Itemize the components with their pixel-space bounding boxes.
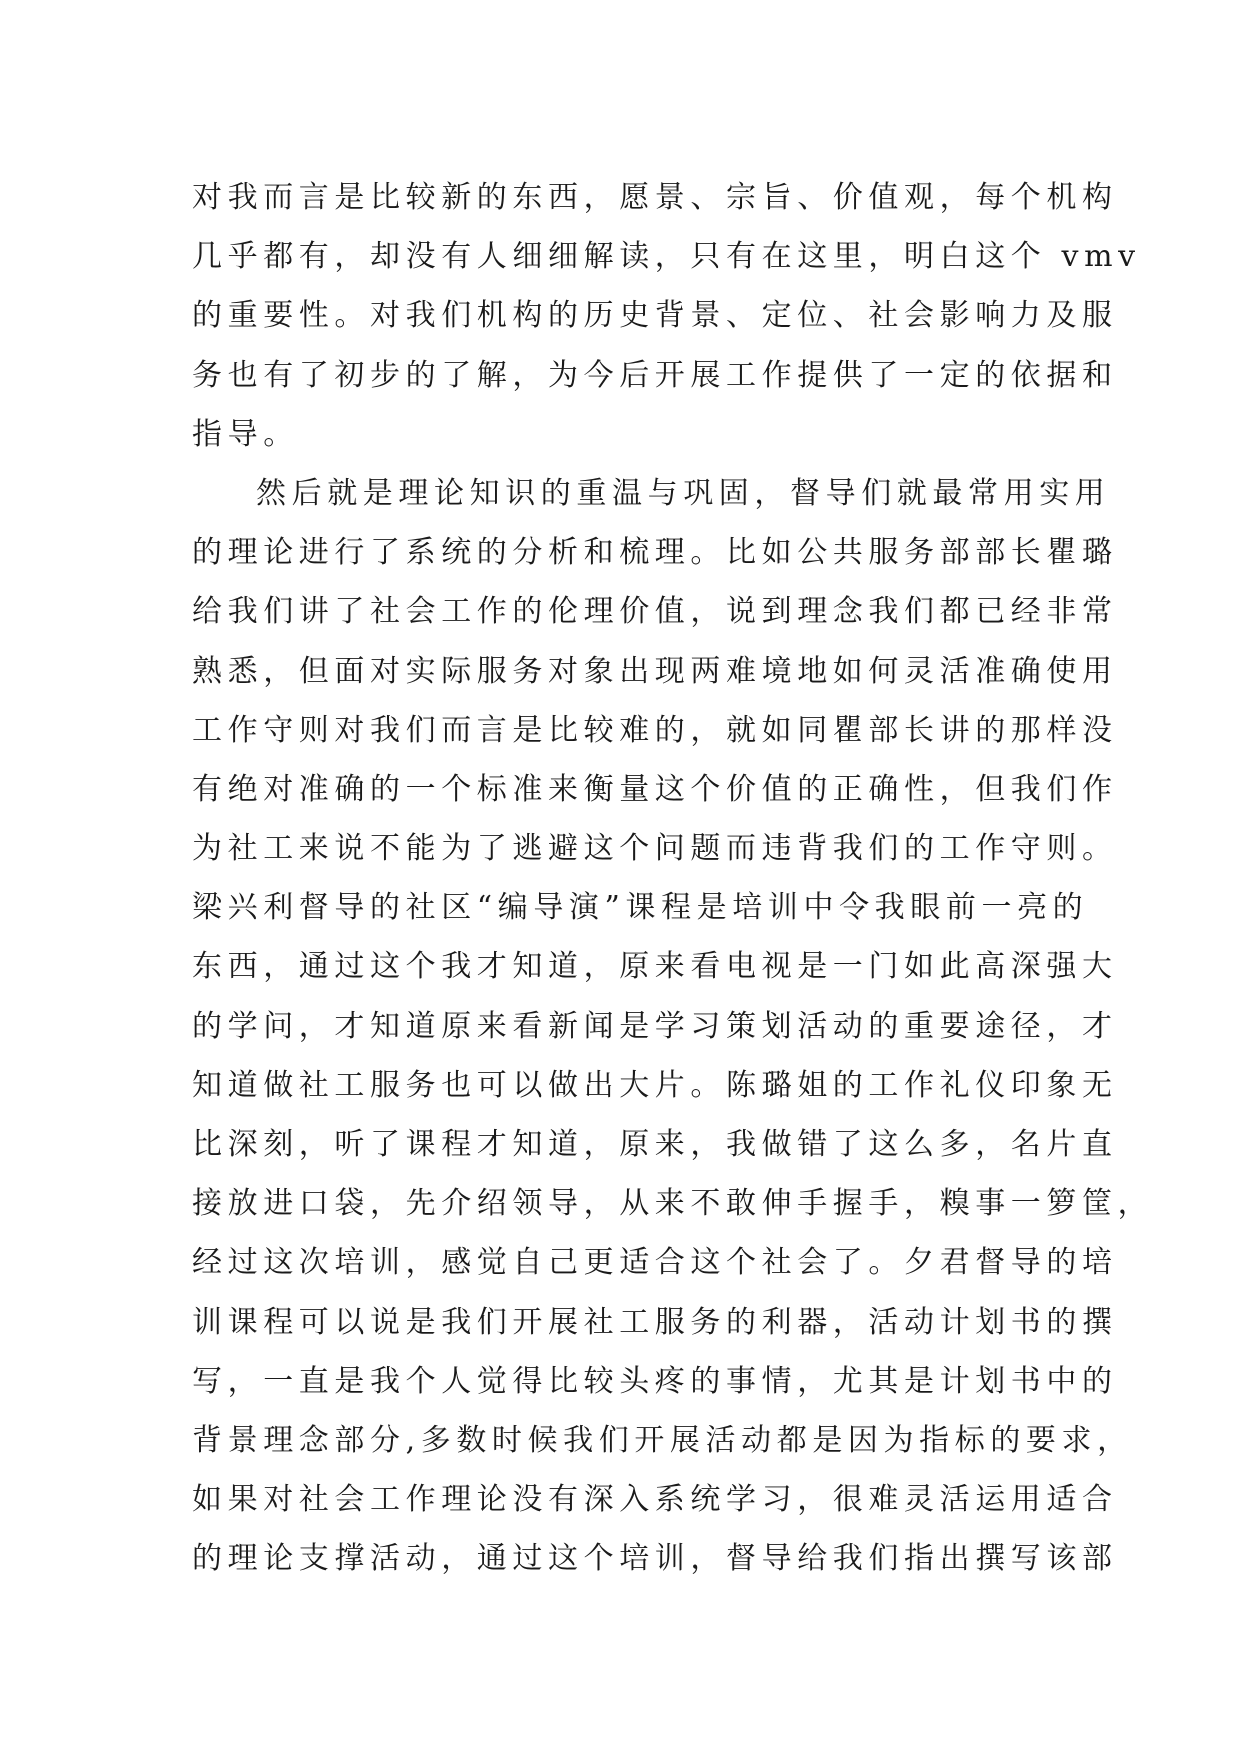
text-line-16: 知道做社工服务也可以做出大片。陈璐姐的工作礼仪印象无: [192, 1067, 1118, 1103]
text-line-14: 东西，通过这个我才知道，原来看电视是一门如此高深强大: [192, 949, 1118, 985]
text-line-13: 梁兴利督导的社区“编导演”课程是培训中令我眼前一亮的: [192, 890, 1089, 926]
text-line-2: 几乎都有，却没有人细细解读，只有在这里，明白这个 vmv: [192, 239, 1141, 275]
text-line-15: 的学问，才知道原来看新闻是学习策划活动的重要途径，才: [192, 1008, 1118, 1044]
text-line-21: 写，一直是我个人觉得比较头疼的事情，尤其是计划书中的: [192, 1363, 1118, 1399]
text-line-9: 熟悉，但面对实际服务对象出现两难境地如何灵活准确使用: [192, 653, 1118, 689]
text-line-10: 工作守则对我们而言是比较难的，就如同瞿部长讲的那样没: [192, 712, 1118, 748]
text-line-19: 经过这次培训，感觉自己更适合这个社会了。夕君督导的培: [192, 1245, 1118, 1281]
text-line-22: 背景理念部分,多数时候我们开展活动都是因为指标的要求，: [192, 1422, 1133, 1458]
text-line-17: 比深刻，听了课程才知道，原来，我做错了这么多，名片直: [192, 1127, 1118, 1162]
text-line-7: 的理论进行了系统的分析和梳理。比如公共服务部部长瞿璐: [192, 535, 1118, 571]
text-line-4: 务也有了初步的了解，为今后开展工作提供了一定的依据和: [192, 357, 1118, 393]
document-page: [192, 168, 1154, 1589]
text-line-8: 给我们讲了社会工作的伦理价值，说到理念我们都已经非常: [192, 594, 1118, 630]
text-line-24: 的理论支撑活动，通过这个培训，督导给我们指出撰写该部: [192, 1541, 1118, 1577]
text-line-23: 如果对社会工作理论没有深入系统学习，很难灵活运用适合: [192, 1482, 1118, 1518]
text-line-18: 接放进口袋，先介绍领导，从来不敢伸手握手，糗事一箩筐，: [192, 1186, 1154, 1222]
text-line-20: 训课程可以说是我们开展社工服务的利器，活动计划书的撰: [192, 1304, 1118, 1340]
text-line-12: 为社工来说不能为了逃避这个问题而违背我们的工作守则。: [192, 831, 1118, 867]
text-line-5: 指导。: [192, 416, 299, 452]
paragraph-start-line-6: 然后就是理论知识的重温与巩固，督导们就最常用实用: [256, 475, 1111, 511]
text-line-3: 的重要性。对我们机构的历史背景、定位、社会影响力及服: [192, 298, 1118, 334]
text-line-11: 有绝对准确的一个标准来衡量这个价值的正确性，但我们作: [192, 771, 1118, 807]
text-line-1: 对我而言是比较新的东西，愿景、宗旨、价值观，每个机构: [192, 180, 1118, 215]
